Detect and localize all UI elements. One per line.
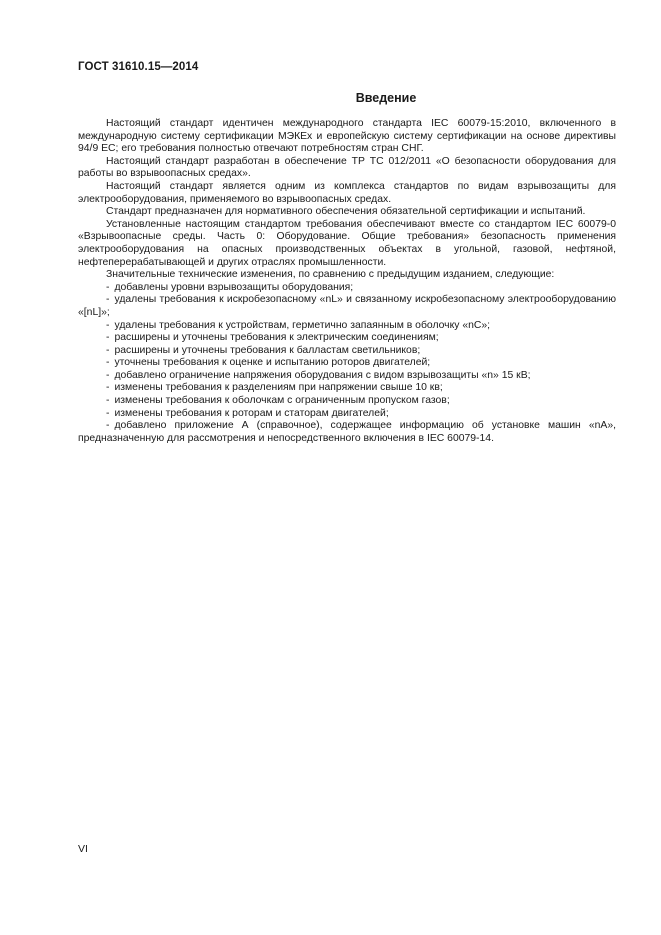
list-item <box>78 345 616 358</box>
list-item <box>78 408 616 421</box>
list-item-text: изменены требования к разделениям при напряжении свыше 10 кв; <box>114 382 443 394</box>
list-item <box>78 395 616 408</box>
paragraph: Настоящий стандарт идентичен международного стандарта IEC 60079-15:2010, включенного в международную систему сертификации МЭКEx и европейскую систему сертификации на основе директивы 94/9 EC; его требования полностью отвечают потребностям стран СНГ. <box>78 118 616 155</box>
page-number: VI <box>78 843 88 855</box>
paragraph: Настоящий стандарт является одним из комплекса стандартов по видам взрывозащиты для электрооборудования, применяемого во взрывоопасных средах. <box>78 180 616 205</box>
paragraph: Стандарт предназначен для нормативного обеспечения обязательной сертификации и испытаний. <box>106 206 586 218</box>
list-item-text: удалены требования к устройствам, герметично запаянным в оболочку «nC»; <box>114 319 491 331</box>
list-dash: - <box>106 407 110 419</box>
list-item <box>78 332 616 345</box>
list-item <box>78 320 616 333</box>
list-item <box>78 382 616 395</box>
list-dash: - <box>106 382 110 394</box>
list-item-text: расширены и уточнены требования к электрическим соединениям; <box>114 332 439 344</box>
list-dash: - <box>106 395 110 407</box>
list-item <box>78 294 616 319</box>
paragraph: Значительные технические изменения, по сравнению с предыдущим изданием, следующие: <box>106 269 555 281</box>
list-item-text: добавлены уровни взрывозащиты оборудования; <box>114 281 354 293</box>
list-item-text: удалены требования к искробезопасному «nL» и связанному искробезопасному электрооборудованию «[nL]»; <box>78 294 616 318</box>
introduction-body <box>78 118 616 445</box>
list-dash: - <box>106 281 110 293</box>
list-item <box>78 357 616 370</box>
standard-code-header: ГОСТ 31610.15—2014 <box>78 61 199 73</box>
section-title: Введение <box>355 91 417 105</box>
list-item-text: изменены требования к оболочкам с ограниченным пропуском газов; <box>114 395 450 407</box>
list-dash: - <box>106 332 110 344</box>
paragraph: Установленные настоящим стандартом требования обеспечивают вместе со стандартом IEC 60079-0 «Взрывоопасные среды. Часть 0: Оборудование. Общие требования» безопасность применения электрооборудования на опасных производственных объектах в угольной, газовой, нефтяной, нефтеперерабатывающей и других отраслях промышленности. <box>78 218 616 268</box>
list-item <box>78 282 616 295</box>
list-dash: - <box>106 319 110 331</box>
list-item-text: добавлено приложение А (справочное), содержащее информацию об установке машин «nA», предназначенную для рассмотрения и непосредственного включения в IEC 60079-14. <box>78 420 616 444</box>
list-dash: - <box>106 357 110 369</box>
paragraph: Настоящий стандарт разработан в обеспечение ТР ТС 012/2011 «О безопасности оборудования для работы во взрывоопасных средах». <box>78 155 616 180</box>
list-item-text: изменены требования к роторам и статорам двигателей; <box>114 407 389 419</box>
list-dash: - <box>106 369 110 381</box>
list-item <box>78 370 616 383</box>
list-dash: - <box>106 344 110 356</box>
list-item-text: расширены и уточнены требования к балластам светильников; <box>114 344 421 356</box>
list-dash: - <box>106 420 110 432</box>
list-dash: - <box>106 294 110 306</box>
list-item-text: уточнены требования к оценке и испытанию роторов двигателей; <box>114 357 431 369</box>
list-item-text: добавлено ограничение напряжения оборудования с видом взрывозащиты «n» 15 кВ; <box>114 369 531 381</box>
list-item <box>78 420 616 445</box>
